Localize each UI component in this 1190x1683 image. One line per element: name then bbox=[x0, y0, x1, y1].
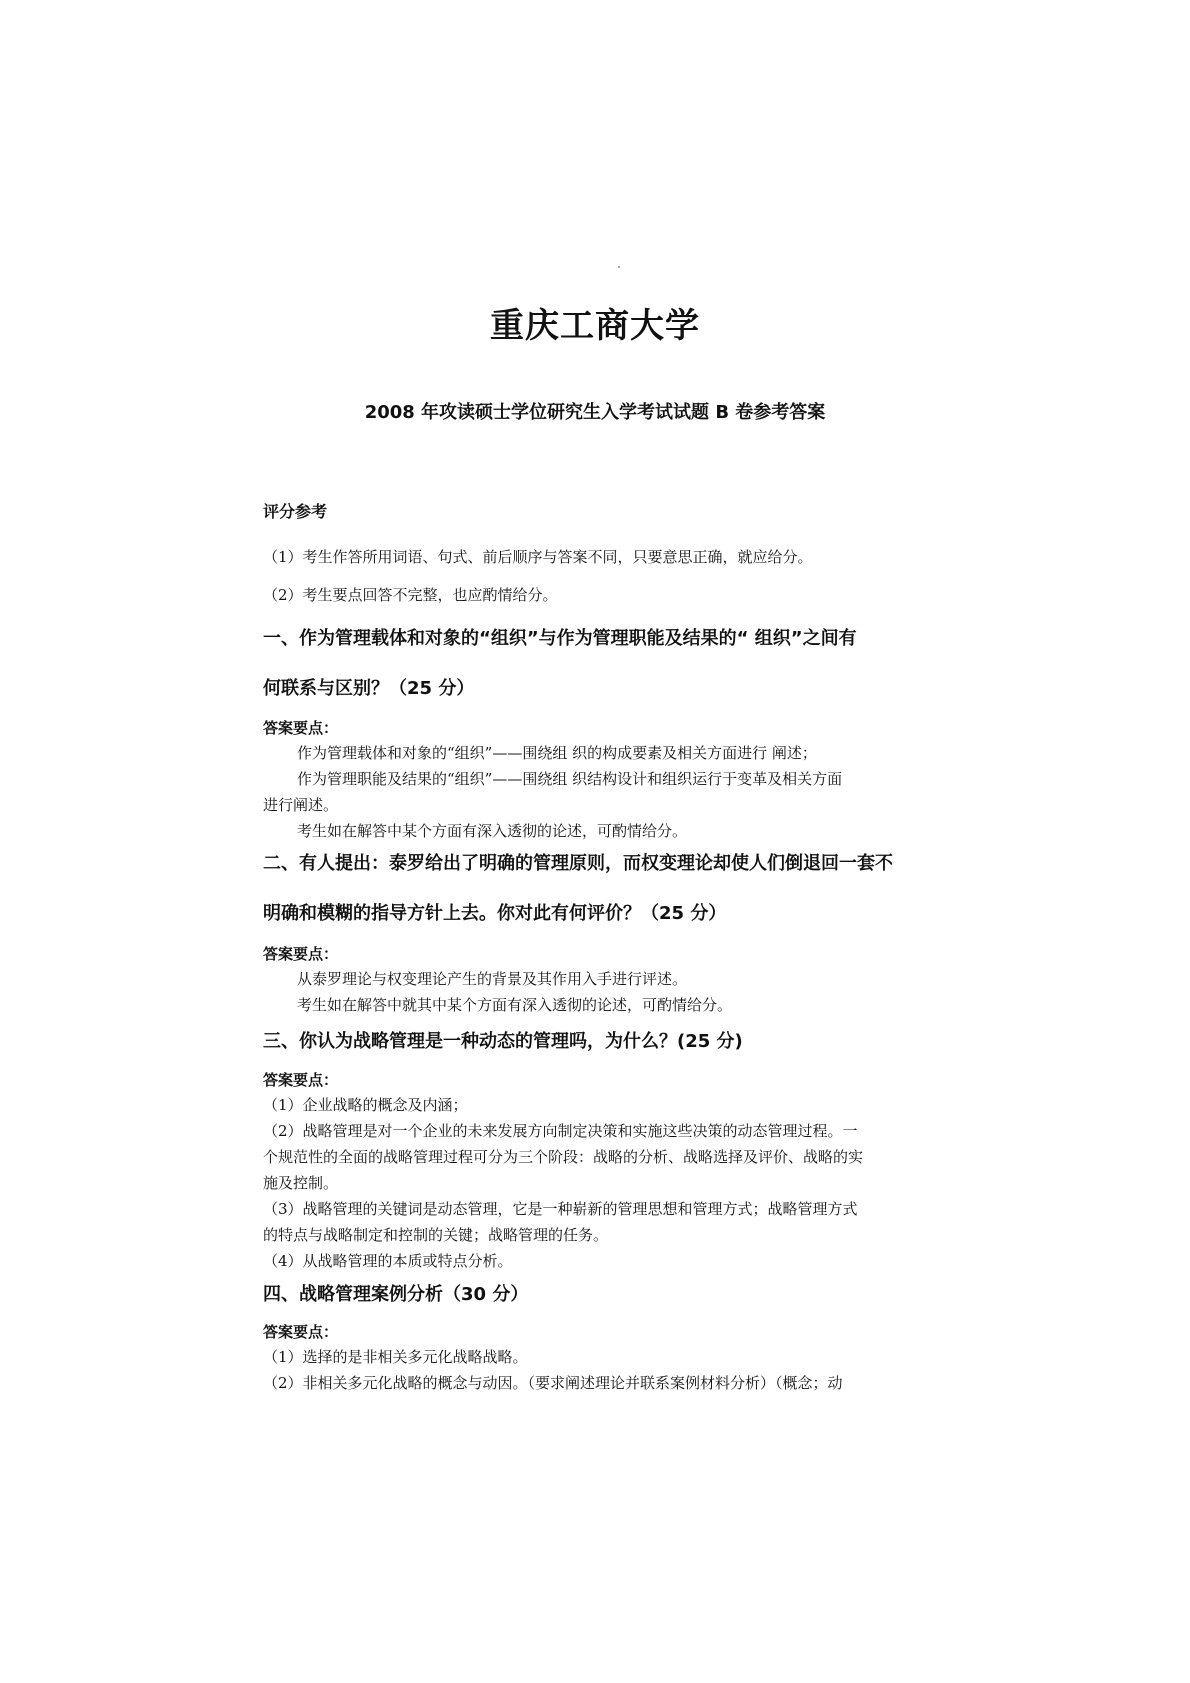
answer-paragraph-continued: 进行阐述。 bbox=[263, 796, 339, 814]
question-1-title-1-wrap bbox=[263, 627, 933, 651]
answer-point-2-cont: 施及控制。 bbox=[263, 1174, 339, 1192]
question-4-answer bbox=[263, 1320, 933, 1396]
question-3-title: 三、你认为战略管理是一种动态的管理吗，为什么？(25 分) bbox=[263, 1031, 743, 1052]
answer-point-2-cont: 个规范性的全面的战略管理过程可分为三个阶段：战略的分析、战略选择及评价、战略的实 bbox=[263, 1148, 864, 1166]
answer-point-3: （3）战略管理的关键词是动态管理，它是一种崭新的管理思想和管理方式；战略管理方式 bbox=[263, 1200, 858, 1218]
scoring-rule-2-wrap bbox=[263, 582, 933, 608]
answer-paragraph: 作为管理载体和对象的“组织”——围绕组 织的构成要素及相关方面进行 阐述； bbox=[297, 744, 817, 762]
question-1-title-2-wrap bbox=[263, 677, 933, 701]
question-2-title-line-2: 明确和模糊的指导方针上去。你对此有何评价？（25 分） bbox=[263, 903, 727, 924]
answer-point-2: （2）战略管理是对一个企业的未来发展方向制定决策和实施这些决策的动态管理过程。一 bbox=[263, 1122, 858, 1140]
answer-paragraph: 考生如在解答中某个方面有深入透彻的论述，可酌情给分。 bbox=[297, 822, 688, 840]
question-3-title-wrap bbox=[263, 1030, 933, 1054]
question-2-title-line-1: 二、有人提出：泰罗给出了明确的管理原则，而权变理论却使人们倒退回一套不 bbox=[263, 853, 893, 874]
scoring-heading: 评分参考 bbox=[263, 502, 328, 521]
answer-point-1: （1）企业战略的概念及内涵； bbox=[263, 1096, 468, 1114]
scoring-rule-1: （1）考生作答所用词语、句式、前后顺序与答案不同，只要意思正确，就应给分。 bbox=[263, 548, 813, 566]
question-1-title-line-1: 一、作为管理载体和对象的“组织”与作为管理职能及结果的“ 组织”之间有 bbox=[263, 628, 857, 649]
answer-point-4: （4）从战略管理的本质或特点分析。 bbox=[263, 1252, 513, 1270]
university-title: 重庆工商大学 bbox=[490, 306, 700, 346]
question-1-title-line-2: 何联系与区别？（25 分） bbox=[263, 678, 475, 699]
scan-speck bbox=[618, 266, 620, 268]
scoring-rule-2: （2）考生要点回答不完整，也应酌情给分。 bbox=[263, 586, 558, 604]
answer-label: 答案要点： bbox=[263, 945, 339, 963]
answer-point-2: （2）非相关多元化战略的概念与动因。（要求阐述理论并联系案例材料分析）（概念；动 bbox=[263, 1374, 843, 1392]
answer-point-3-cont: 的特点与战略制定和控制的关键；战略管理的任务。 bbox=[263, 1226, 609, 1244]
question-2-title-1-wrap bbox=[263, 852, 933, 876]
answer-label: 答案要点： bbox=[263, 719, 339, 737]
scoring-section bbox=[263, 500, 933, 524]
scoring-rule-1-wrap bbox=[263, 544, 933, 570]
question-2-title-2-wrap bbox=[263, 902, 933, 926]
answer-label: 答案要点： bbox=[263, 1071, 339, 1089]
answer-point-1: （1）选择的是非相关多元化战略战略。 bbox=[263, 1348, 528, 1366]
answer-paragraph: 从泰罗理论与权变理论产生的背景及其作用入手进行评述。 bbox=[297, 970, 688, 988]
question-4-title-wrap bbox=[263, 1283, 933, 1307]
answer-label: 答案要点： bbox=[263, 1323, 339, 1341]
answer-paragraph: 作为管理职能及结果的“组织”——围绕组 织结构设计和组织运行于变革及相关方面 bbox=[297, 770, 843, 788]
exam-title: 2008 年攻读硕士学位研究生入学考试试题 B 卷参考答案 bbox=[364, 402, 826, 423]
question-2-answer bbox=[263, 942, 933, 1018]
answer-paragraph: 考生如在解答中就其中某个方面有深入透彻的论述，可酌情给分。 bbox=[297, 996, 733, 1014]
question-3-answer bbox=[263, 1068, 933, 1274]
question-4-title: 四、战略管理案例分析（30 分） bbox=[263, 1284, 529, 1305]
question-1-answer bbox=[263, 716, 933, 844]
